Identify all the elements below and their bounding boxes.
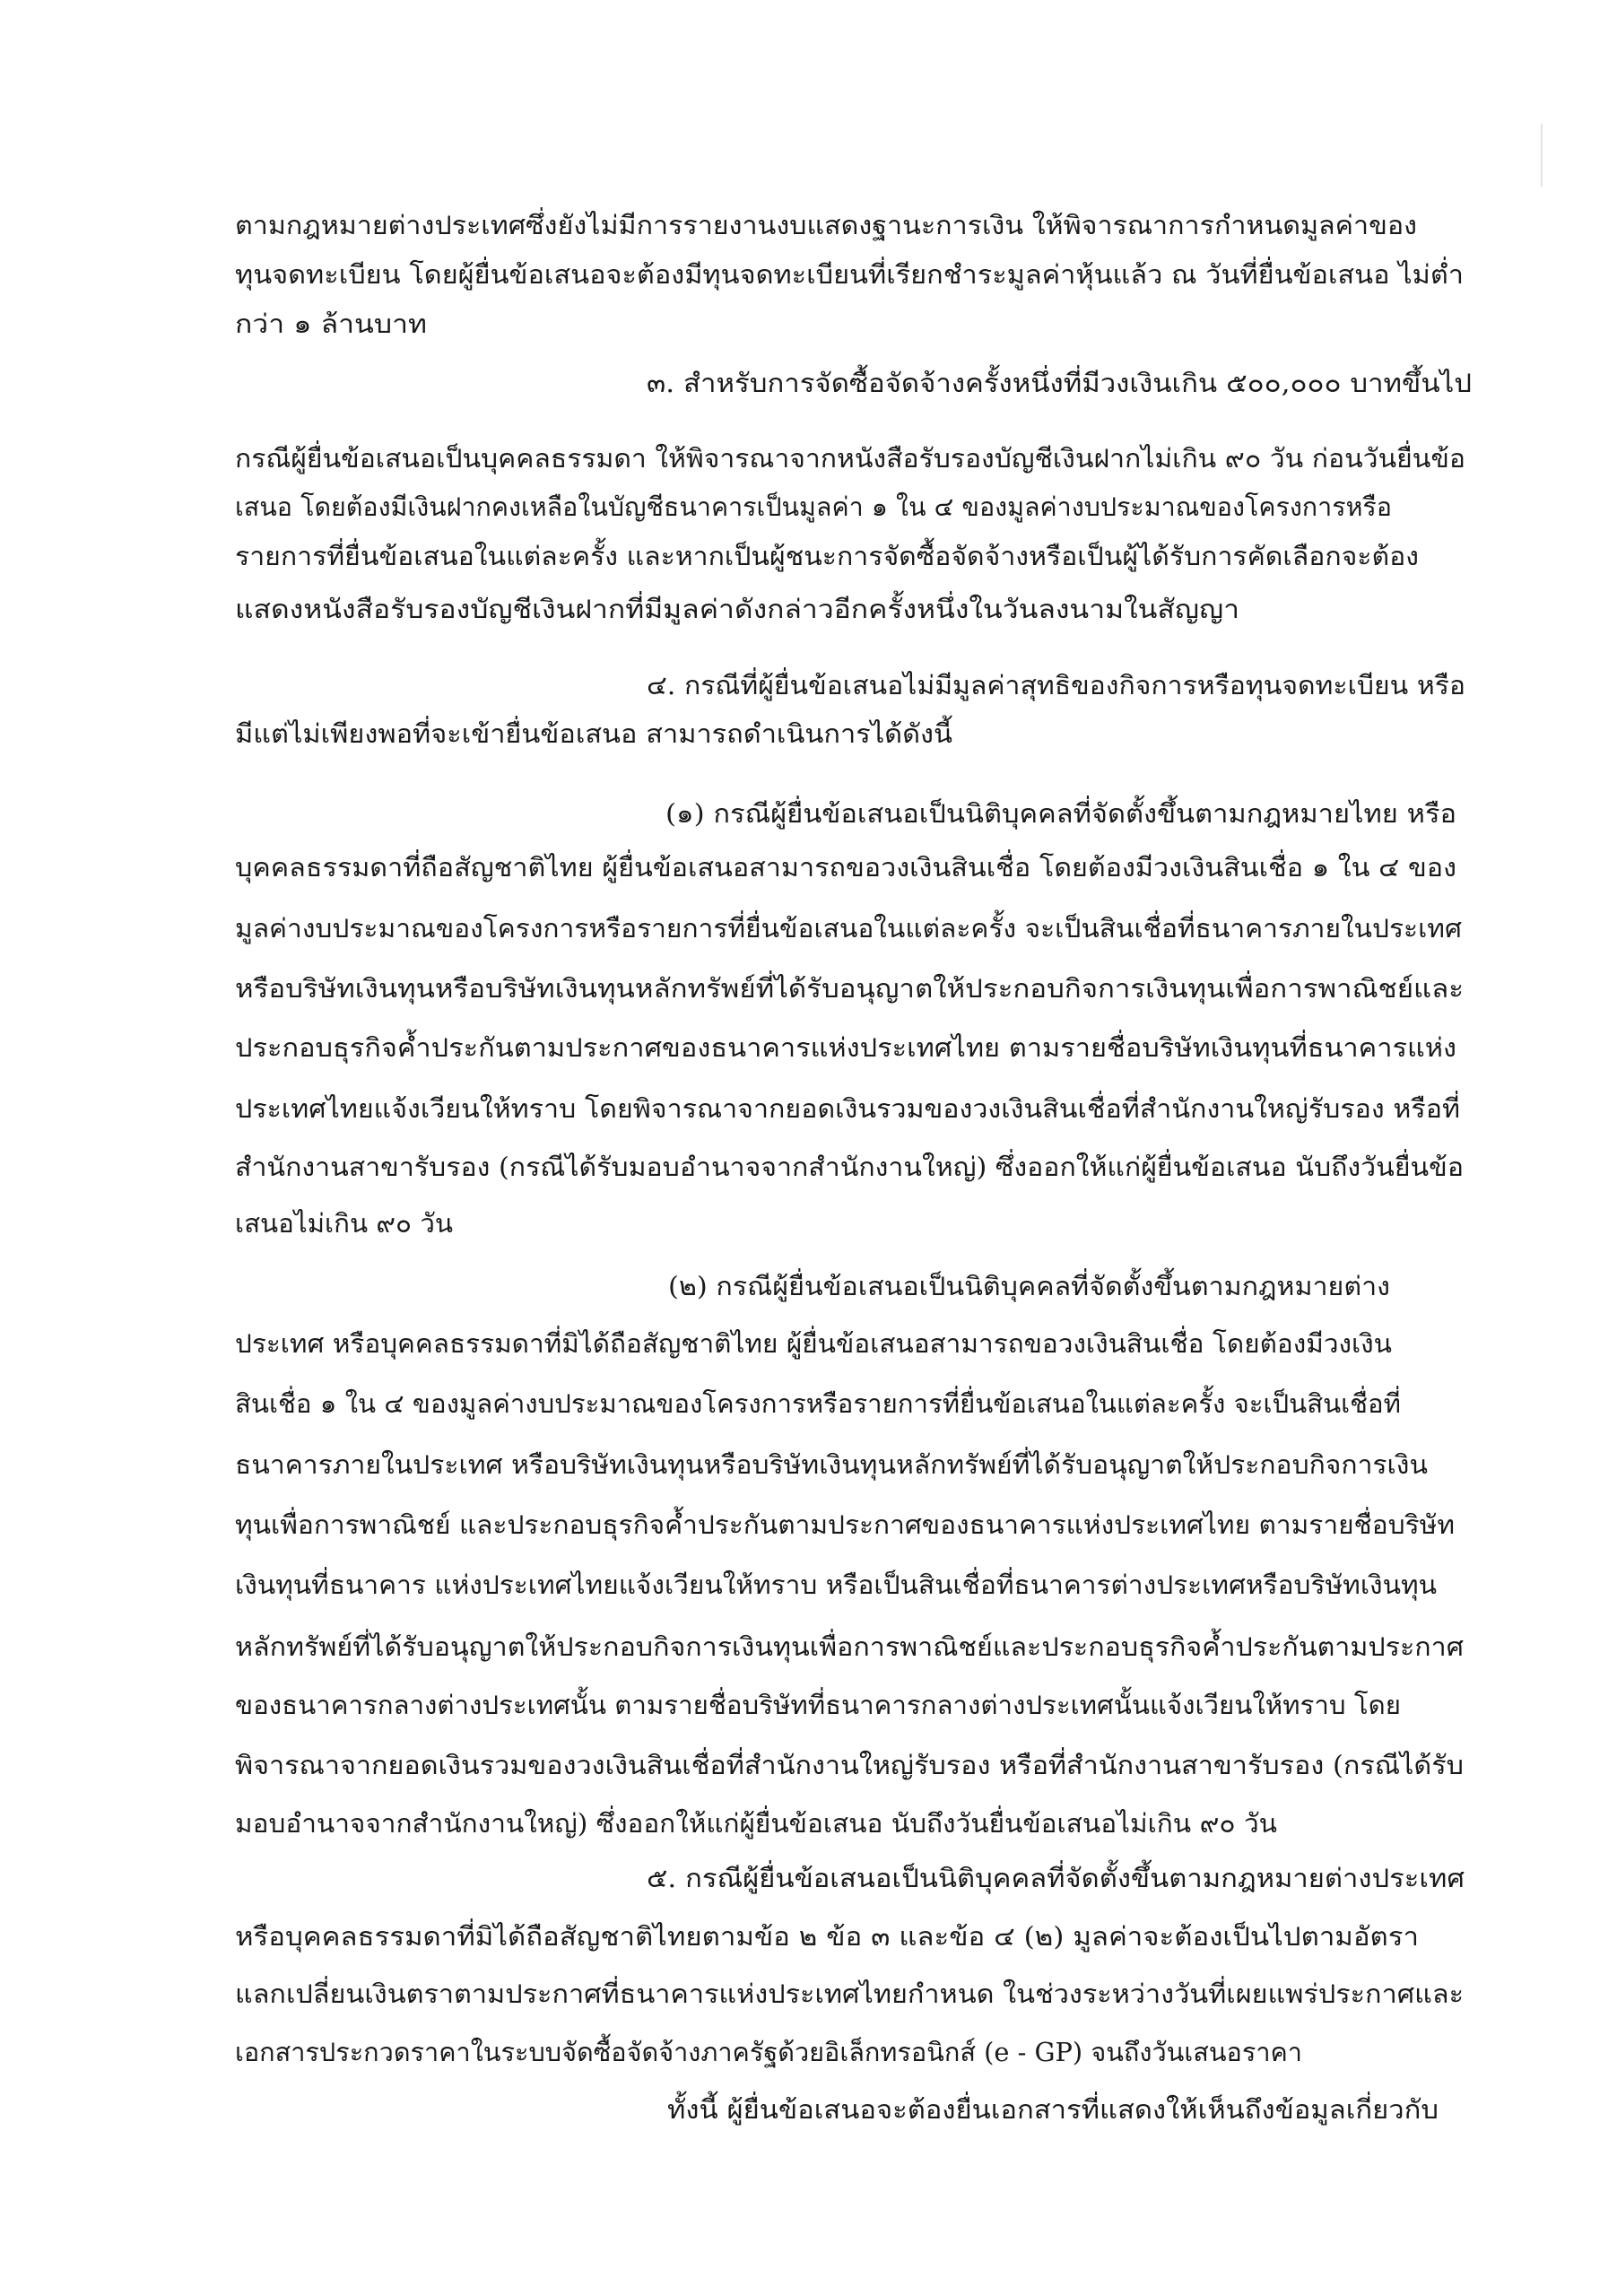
text-line: หรือบุคคลธรรมดาที่มิได้ถือสัญชาติไทยตามข้อ ๒ ข้อ ๓ และข้อ ๔ (๒) มูลค่าจะต้องเป็นไปตามอัตรา xyxy=(235,1921,1419,1952)
text-line: ทุนจดทะเบียน โดยผู้ยื่นข้อเสนอจะต้องมีทุนจดทะเบียนที่เรียกชำระมูลค่าหุ้นแล้ว ณ วันที่ยื่นข้อเสนอ ไม่ต่ำ xyxy=(235,259,1464,290)
text-line: เงินทุนที่ธนาคาร แห่งประเทศไทยแจ้งเวียนให้ทราบ หรือเป็นสินเชื่อที่ธนาคารต่างประเทศหรือบริษัทเงินทุน xyxy=(235,1570,1437,1600)
text-line: (๑) กรณีผู้ยื่นข้อเสนอเป็นนิติบุคคลที่จัดตั้งขึ้นตามกฎหมายไทย หรือ xyxy=(665,798,1456,829)
text-line: ของธนาคารกลางต่างประเทศนั้น ตามรายชื่อบริษัทที่ธนาคารกลางต่างประเทศนั้นแจ้งเวียนให้ทราบ โดย xyxy=(235,1690,1401,1720)
text-line: ตามกฎหมายต่างประเทศซึ่งยังไม่มีการรายงานงบแสดงฐานะการเงิน ให้พิจารณาการกำหนดมูลค่าของ xyxy=(235,210,1417,240)
text-line: ประเทศ หรือบุคคลธรรมดาที่มิได้ถือสัญชาติไทย ผู้ยื่นข้อเสนอสามารถขอวงเงินสินเชื่อ โดยต้องมีวงเงิน xyxy=(235,1328,1392,1359)
text-line: ๕. กรณีผู้ยื่นข้อเสนอเป็นนิติบุคคลที่จัดตั้งขึ้นตามกฎหมายต่างประเทศ xyxy=(647,1863,1465,1893)
text-line: กรณีผู้ยื่นข้อเสนอเป็นบุคคลธรรมดา ให้พิจารณาจากหนังสือรับรองบัญชีเงินฝากไม่เกิน ๙๐ วัน ก่อนวันยื่นข้อ xyxy=(235,443,1465,474)
text-line: ประกอบธุรกิจค้ำประกันตามประกาศของธนาคารแห่งประเทศไทย ตามรายชื่อบริษัทเงินทุนที่ธนาคารแห่ง xyxy=(235,1032,1456,1063)
text-line: ๔. กรณีที่ผู้ยื่นข้อเสนอไม่มีมูลค่าสุทธิของกิจการหรือทุนจดทะเบียน หรือ xyxy=(647,670,1465,700)
text-line: เสนอ โดยต้องมีเงินฝากคงเหลือในบัญชีธนาคารเป็นมูลค่า ๑ ใน ๔ ของมูลค่างบประมาณของโครงการหรือ xyxy=(235,491,1392,522)
text-line: ๓. สำหรับการจัดซื้อจัดจ้างครั้งหนึ่งที่มีวงเงินเกิน ๕๐๐,๐๐๐ บาทขึ้นไป xyxy=(647,368,1472,398)
text-line: แสดงหนังสือรับรองบัญชีเงินฝากที่มีมูลค่าดังกล่าวอีกครั้งหนึ่งในวันลงนามในสัญญา xyxy=(235,594,1239,624)
text-line: สำนักงานสาขารับรอง (กรณีได้รับมอบอำนาจจากสำนักงานใหญ่) ซึ่งออกให้แก่ผู้ยื่นข้อเสนอ นับถึงวันยื่นข้อ xyxy=(235,1152,1464,1182)
text-line: บุคคลธรรมดาที่ถือสัญชาติไทย ผู้ยื่นข้อเสนอสามารถขอวงเงินสินเชื่อ โดยต้องมีวงเงินสินเชื่อ ๑ ใน ๔ ของ xyxy=(235,852,1456,883)
text-line: ทุนเพื่อการพาณิชย์ และประกอบธุรกิจค้ำประกันตามประกาศของธนาคารแห่งประเทศไทย ตามรายชื่อบริษัท xyxy=(235,1509,1455,1540)
text-line: หรือบริษัทเงินทุนหรือบริษัทเงินทุนหลักทรัพย์ที่ได้รับอนุญาตให้ประกอบกิจการเงินทุนเพื่อการพาณิชย์และ xyxy=(235,973,1464,1004)
text-line: มูลค่างบประมาณของโครงการหรือรายการที่ยื่นข้อเสนอในแต่ละครั้ง จะเป็นสินเชื่อที่ธนาคารภายในประเทศ xyxy=(235,913,1462,944)
scan-edge-mark xyxy=(1541,124,1543,187)
text-line: ประเทศไทยแจ้งเวียนให้ทราบ โดยพิจารณาจากยอดเงินรวมของวงเงินสินเชื่อที่สำนักงานใหญ่รับรอง หรือที่ xyxy=(235,1093,1460,1124)
text-line: กว่า ๑ ล้านบาท xyxy=(235,309,427,339)
text-line: พิจารณาจากยอดเงินรวมของวงเงินสินเชื่อที่สำนักงานใหญ่รับรอง หรือที่สำนักงานสาขารับรอง (กรณีได้รับ xyxy=(235,1750,1464,1780)
text-line: ธนาคารภายในประเทศ หรือบริษัทเงินทุนหรือบริษัทเงินทุนหลักทรัพย์ที่ได้รับอนุญาตให้ประกอบกิจการเงิน xyxy=(235,1449,1428,1480)
text-line: เสนอไม่เกิน ๙๐ วัน xyxy=(235,1208,453,1239)
text-line: ทั้งนี้ ผู้ยื่นข้อเสนอจะต้องยื่นเอกสารที่แสดงให้เห็นถึงข้อมูลเกี่ยวกับ xyxy=(667,2094,1439,2125)
text-line: รายการที่ยื่นข้อเสนอในแต่ละครั้ง และหากเป็นผู้ชนะการจัดซื้อจัดจ้างหรือเป็นผู้ได้รับการคัดเลือกจะต้อง xyxy=(235,541,1419,571)
text-line: มีแต่ไม่เพียงพอที่จะเข้ายื่นข้อเสนอ สามารถดำเนินการได้ดังนี้ xyxy=(235,718,952,749)
text-line: หลักทรัพย์ที่ได้รับอนุญาตให้ประกอบกิจการเงินทุนเพื่อการพาณิชย์และประกอบธุรกิจค้ำประกันตามประกาศ xyxy=(235,1631,1464,1662)
text-line: แลกเปลี่ยนเงินตราตามประกาศที่ธนาคารแห่งประเทศไทยกำหนด ในช่วงระหว่างวันที่เผยแพร่ประกาศและ xyxy=(235,1979,1464,2009)
text-line: (๒) กรณีผู้ยื่นข้อเสนอเป็นนิติบุคคลที่จัดตั้งขึ้นตามกฎหมายต่าง xyxy=(668,1271,1390,1301)
text-line: มอบอำนาจจากสำนักงานใหญ่) ซึ่งออกให้แก่ผู้ยื่นข้อเสนอ นับถึงวันยื่นข้อเสนอไม่เกิน ๙๐ วัน xyxy=(235,1808,1277,1839)
text-line: สินเชื่อ ๑ ใน ๔ ของมูลค่างบประมาณของโครงการหรือรายการที่ยื่นข้อเสนอในแต่ละครั้ง จะเป็นสินเชื่อที่ xyxy=(235,1388,1402,1419)
text-line: เอกสารประกวดราคาในระบบจัดซื้อจัดจ้างภาครัฐด้วยอิเล็กทรอนิกส์ (e - GP) จนถึงวันเสนอราคา xyxy=(235,2037,1302,2067)
